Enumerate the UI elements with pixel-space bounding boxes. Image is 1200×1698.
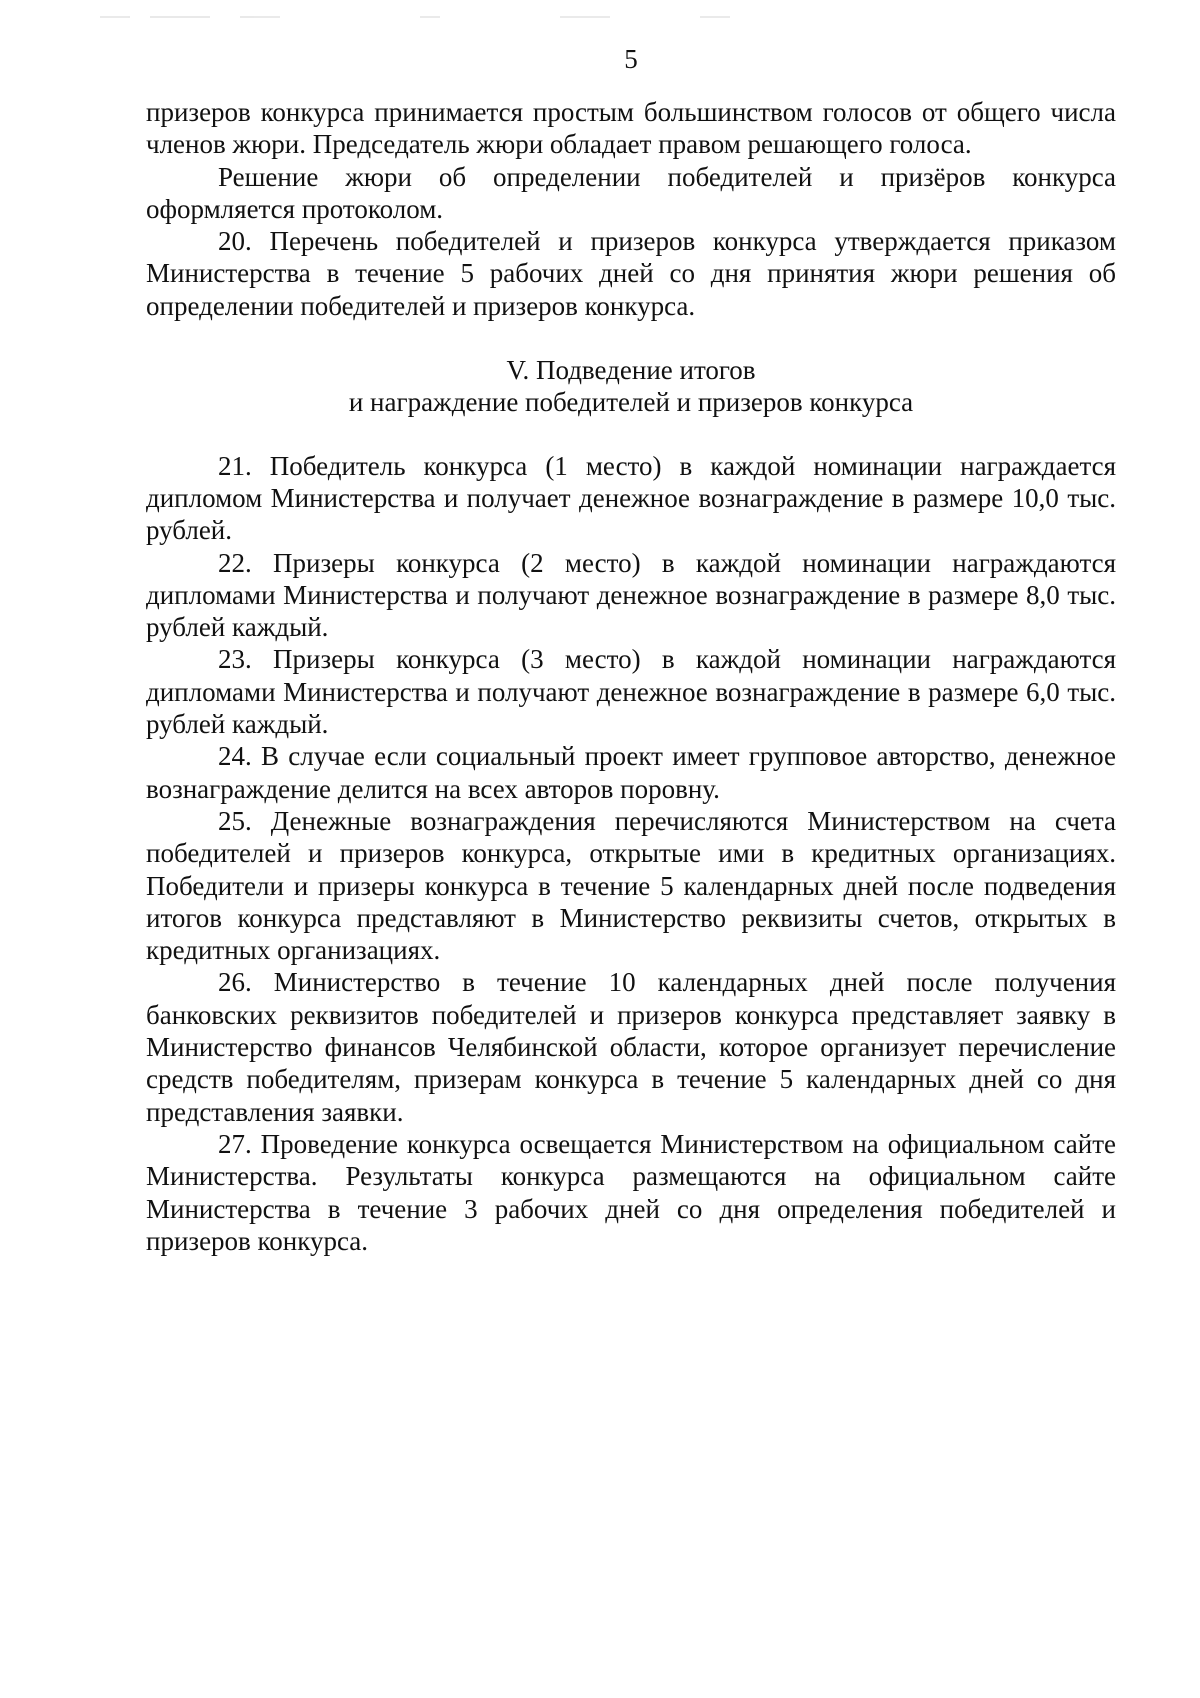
paragraph-continued: призеров конкурса принимается простым большинством голосов от общего числа членов жюри. Председатель жюри обладает правом решающего голоса.: [146, 97, 1116, 160]
paragraph-27: 27. Проведение конкурса освещается Министерством на официальном сайте Министерства. Результаты конкурса размещаются на официальном сайте Министерства в течение 3 рабочих дней со дня определения победителей и призеров конкурса.: [146, 1128, 1116, 1256]
paragraph-26: 26. Министерство в течение 10 календарных дней после получения банковских реквизитов победителей и призеров конкурса представляет заявку в Министерство финансов Челябинской области, которое организует перечисление средств победителям, призерам конкурса в течение 5 календарных дней со дня представления заявки.: [146, 967, 1116, 1127]
paragraph-24: 24. В случае если социальный проект имеет групповое авторство, денежное вознаграждение делится на всех авторов поровну.: [146, 741, 1116, 804]
section-heading: [146, 354, 1116, 419]
paragraph-23: 23. Призеры конкурса (3 место) в каждой номинации награждаются дипломами Министерства и получают денежное вознаграждение в размере 6,0 тыс. рублей каждый.: [146, 644, 1116, 740]
section-title-line-2: и награждение победителей и призеров конкурса: [348, 387, 914, 418]
paragraph-25: 25. Денежные вознаграждения перечисляются Министерством на счета победителей и призеров конкурса, открытые ими в кредитных организациях. Победители и призеры конкурса в течение 5 календарных дней после подведения итогов конкурса представляют в Министерство реквизиты счетов, открытых в кредитных организациях.: [146, 805, 1116, 966]
paragraph-protocol: Решение жюри об определении победителей и призёров конкурса оформляется протоколом.: [146, 161, 1116, 224]
page-number: 5: [624, 44, 638, 74]
paragraph-20: 20. Перечень победителей и призеров конкурса утверждается приказом Министерства в течение 5 рабочих дней со дня принятия жюри решения об определении победителей и призеров конкурса.: [146, 226, 1116, 321]
paragraph-21: 21. Победитель конкурса (1 место) в каждой номинации награждается дипломом Министерства и получает денежное вознаграждение в размере 10,0 тыс. рублей.: [146, 450, 1116, 546]
section-title-line-1: V. Подведение итогов: [506, 355, 756, 386]
paragraph-22: 22. Призеры конкурса (2 место) в каждой номинации награждаются дипломами Министерства и получают денежное вознаграждение в размере 8,0 тыс. рублей каждый.: [146, 547, 1116, 643]
document-body: [146, 96, 1116, 1257]
scan-artifact: [100, 10, 740, 24]
